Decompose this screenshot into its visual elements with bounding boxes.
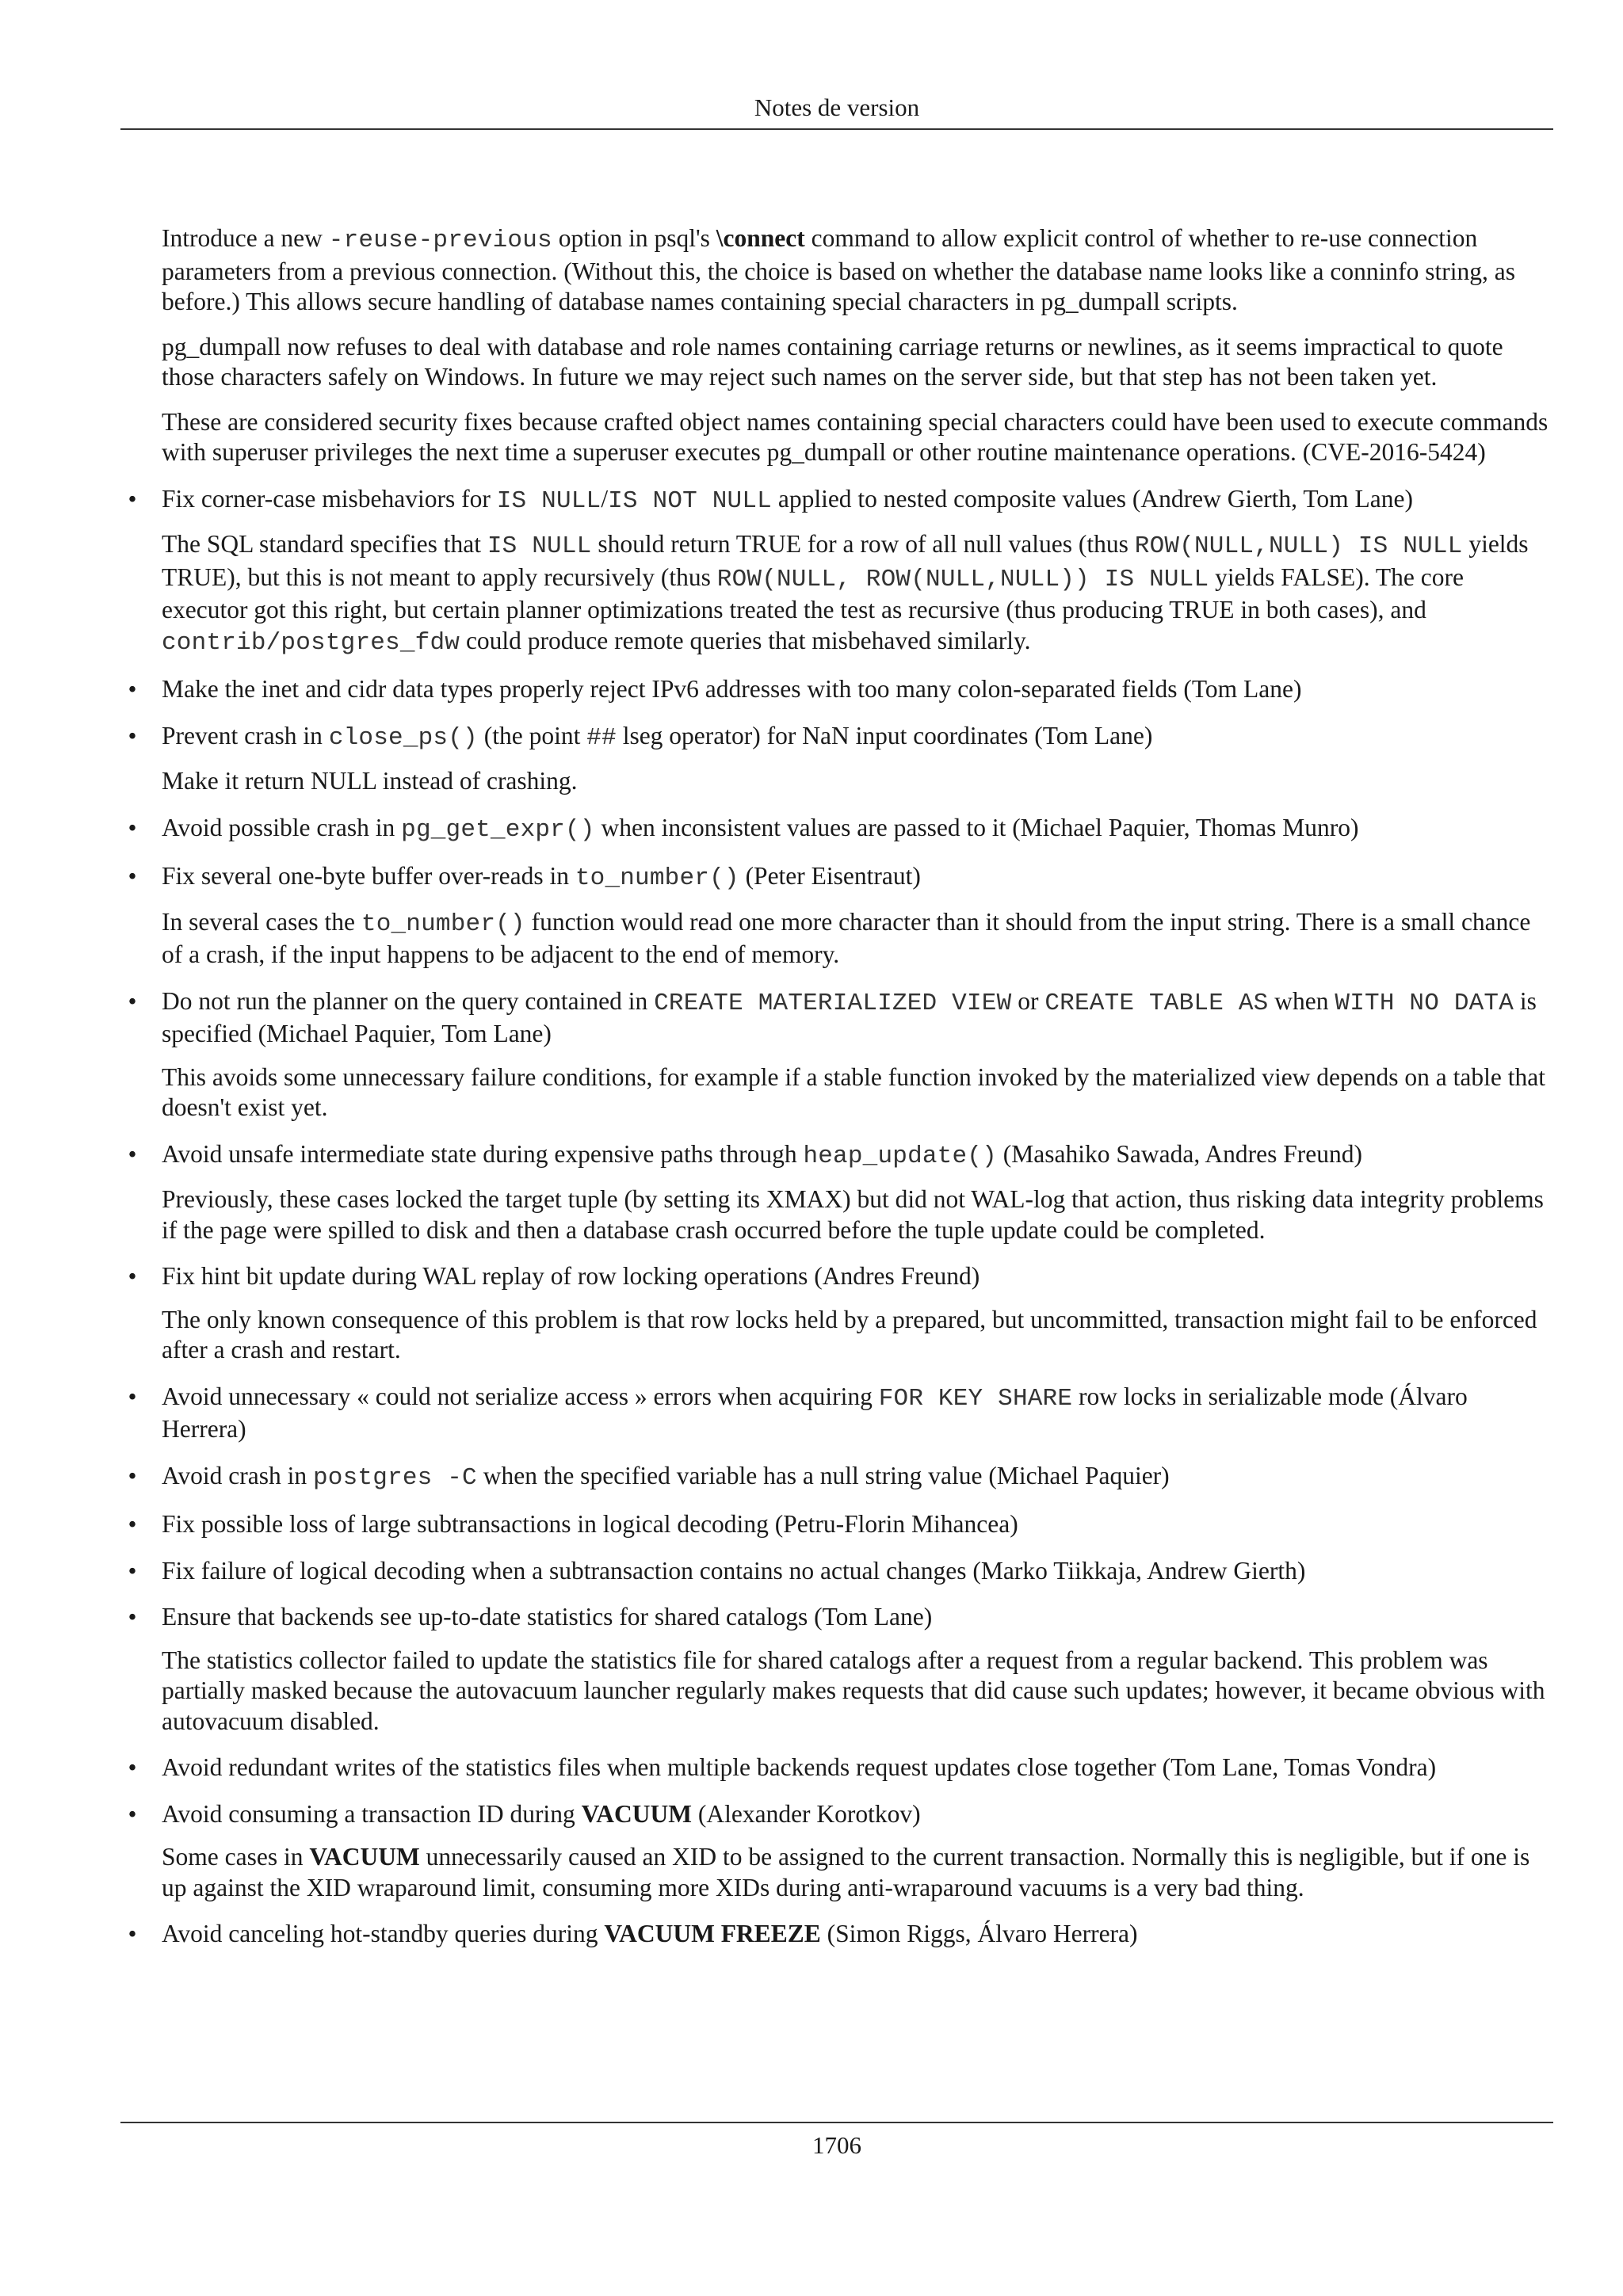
intro-paragraph-pg-dumpall: pg_dumpall now refuses to deal with database and role names containing carriage returns or newlines, as it seems impractical to quote those characters safely on Windows. In future we may reject such names on the server side, but that step has not been taken yet. <box>162 332 1503 391</box>
bullet-icon: • <box>128 1920 137 1947</box>
bullet-icon: • <box>128 675 137 703</box>
page-number: 1706 <box>812 2131 861 2159</box>
inline-code: CREATE MATERIALIZED VIEW <box>654 989 1012 1017</box>
list-item: • Fix hint bit update during WAL replay of row locking operations (Andres Freund) The only known consequence of this problem is that row locks held by a prepared, but uncommitted, transaction might fail to be enforced after a crash and restart. <box>162 1261 1553 1366</box>
list-item: • Fix failure of logical decoding when a subtransaction contains no actual changes (Marko Tiikkaja, Andrew Gierth) <box>162 1556 1553 1587</box>
item-detail: This avoids some unnecessary failure conditions, for example if a stable function invoked by the materialized view depends on a table that doesn't exist yet. <box>162 1062 1545 1121</box>
list-item: • Avoid unnecessary « could not serialize access » errors when acquiring FOR KEY SHARE row locks in serializable mode (Álvaro Herrera) <box>162 1382 1553 1445</box>
bullet-icon: • <box>128 1603 137 1630</box>
bullet-icon: • <box>128 862 137 890</box>
inline-code: IS NOT NULL <box>608 486 772 515</box>
inline-code: heap_update() <box>803 1142 997 1170</box>
running-header: Notes de version <box>754 93 920 121</box>
inline-code: -reuse-previous <box>328 227 552 254</box>
item-detail: Previously, these cases locked the target tuple (by setting its XMAX) but did not WAL-log that action, thus risking data integrity problems if the page were spilled to disk and then a database crash occurred before the tuple update could be completed. <box>162 1185 1544 1244</box>
command-name: VACUUM <box>309 1843 420 1871</box>
command-name: VACUUM <box>581 1799 692 1828</box>
list-item: • Avoid consuming a transaction ID during VACUUM (Alexander Korotkov) Some cases in VACUUM unnecessarily caused an XID to be assigned to the current transaction. Normally this is negligible, but if one is up against the XID wraparound limit, consuming more XIDs during anti-wraparound vacuums is a very bad thing. <box>162 1799 1553 1904</box>
bullet-icon: • <box>128 1262 137 1290</box>
bullet-icon: • <box>128 1799 137 1828</box>
intro-paragraph-security: These are considered security fixes because crafted object names containing special characters could have been used to execute commands with superuser privileges the next time a superuser executes pg_dumpall or other routine maintenance operations. (CVE-2016-5424) <box>162 407 1549 466</box>
inline-code: ROW(NULL,NULL) IS NULL <box>1134 532 1463 560</box>
inline-code: pg_get_expr() <box>401 815 595 844</box>
list-item: • Avoid canceling hot-standby queries during VACUUM FREEZE (Simon Riggs, Álvaro Herrera) <box>162 1919 1553 1950</box>
inline-code: IS NULL <box>496 486 601 515</box>
footer-rule <box>120 2122 1553 2123</box>
inline-code: ROW(NULL, ROW(NULL,NULL)) IS NULL <box>716 565 1209 593</box>
inline-code: to_number() <box>575 864 739 892</box>
list-item: • Fix corner-case misbehaviors for IS NULL/IS NOT NULL applied to nested composite values (Andrew Gierth, Tom Lane) The SQL standard specifies that IS NULL should return TRUE for a row of all null values (thus ROW(NULL,NULL) IS NULL yields TRUE), but this is not meant to apply recursively (thus ROW(NULL, ROW(NULL,NULL)) IS NULL yields FALSE). The core executor got this right, but certain planner optimizations treated the test as recursive (thus producing TRUE in both cases), and contrib/postgres_fdw could produce remote queries that misbehaved similarly. <box>162 484 1553 659</box>
intro-paragraph-reuse-previous: Introduce a new -reuse-previous option in psql's \connect command to allow explicit control of whether to re-use connection parameters from a previous connection. (Without this, the choice is based on whether the database name looks like a conninfo string, as before.) This allows secure handling of database names containing special characters in pg_dumpall scripts. <box>162 224 1515 315</box>
list-item: • Fix possible loss of large subtransactions in logical decoding (Petru-Florin Mihancea) <box>162 1509 1553 1540</box>
item-detail: In several cases the to_number() function would read one more character than it should from the input string. There is a small chance of a crash, if the input happens to be adjacent to the end of memory. <box>162 907 1531 968</box>
bullet-icon: • <box>128 1753 137 1781</box>
item-detail: The SQL standard specifies that IS NULL should return TRUE for a row of all null values (thus ROW(NULL,NULL) IS NULL yields TRUE), but this is not meant to apply recursively (thus ROW(NULL, ROW(NULL,NULL)) IS NULL yields FALSE). The core executor got this right, but certain planner optimizations treated the test as recursive (thus producing TRUE in both cases), and contrib/postgres_fdw could produce remote queries that misbehaved similarly. <box>162 530 1529 657</box>
inline-code: FOR KEY SHARE <box>878 1384 1073 1413</box>
item-detail: Some cases in VACUUM unnecessarily caused an XID to be assigned to the current transaction. Normally this is negligible, but if one is up against the XID wraparound limit, consuming more XIDs during anti-wraparound vacuums is a very bad thing. <box>162 1843 1530 1901</box>
list-item: • Avoid crash in postgres -C when the specified variable has a null string value (Michael Paquier) <box>162 1461 1553 1494</box>
bullet-icon: • <box>128 986 137 1015</box>
inline-code: to_number() <box>361 910 525 938</box>
bullet-icon: • <box>128 1139 137 1168</box>
list-item: • Make the inet and cidr data types properly reject IPv6 addresses with too many colon-separated fields (Tom Lane) <box>162 674 1553 705</box>
bullet-icon: • <box>128 1382 137 1410</box>
list-item: • Ensure that backends see up-to-date statistics for shared catalogs (Tom Lane) The statistics collector failed to update the statistics file for shared catalogs after a request from a regular backend. This problem was partially masked because the autovacuum launcher regularly makes requests that did cause such updates; however, it became obvious with autovacuum disabled. <box>162 1602 1553 1737</box>
inline-code: WITH NO DATA <box>1335 989 1514 1017</box>
inline-code: contrib/postgres_fdw <box>162 628 460 657</box>
bullet-icon: • <box>128 1510 137 1538</box>
inline-code: IS NULL <box>487 532 592 560</box>
item-detail: The only known consequence of this problem is that row locks held by a prepared, but uncommitted, transaction might fail to be enforced after a crash and restart. <box>162 1305 1537 1363</box>
bullet-icon: • <box>128 1461 137 1489</box>
inline-code: postgres -C <box>313 1463 477 1492</box>
inline-code: close_ps() <box>328 723 478 752</box>
list-item: • Avoid unsafe intermediate state during expensive paths through heap_update() (Masahiko Sawada, Andres Freund) Previously, these cases locked the target tuple (by setting its XMAX) but did not WAL-log that action, thus risking data integrity problems if the page were spilled to disk and then a database crash occurred before the tuple update could be completed. <box>162 1139 1553 1246</box>
item-detail: Make it return NULL instead of crashing. <box>162 767 578 795</box>
bullet-icon: • <box>128 721 137 749</box>
list-item: • Do not run the planner on the query contained in CREATE MATERIALIZED VIEW or CREATE TABLE AS when WITH NO DATA is specified (Michael Paquier, Tom Lane) This avoids some unnecessary failure conditions, for example if a stable function invoked by the materialized view depends on a table that doesn't exist yet. <box>162 986 1553 1123</box>
inline-code: CREATE TABLE AS <box>1044 989 1269 1017</box>
list-item: • Prevent crash in close_ps() (the point ## lseg operator) for NaN input coordinates (Tom Lane) Make it return NULL instead of crashing. <box>162 721 1553 797</box>
list-item: • Fix several one-byte buffer over-reads in to_number() (Peter Eisentraut) In several cases the to_number() function would read one more character than it should from the input string. There is a small chance of a crash, if the input happens to be adjacent to the end of memory. <box>162 861 1553 971</box>
command-name: \connect <box>716 224 805 252</box>
bullet-icon: • <box>128 484 137 513</box>
header-rule <box>120 128 1553 130</box>
command-name: VACUUM FREEZE <box>604 1920 821 1947</box>
bullet-icon: • <box>128 1556 137 1585</box>
list-item: • Avoid redundant writes of the statistics files when multiple backends request updates close together (Tom Lane, Tomas Vondra) <box>162 1753 1553 1783</box>
bullet-icon: • <box>128 813 137 841</box>
item-detail: The statistics collector failed to update the statistics file for shared catalogs after a request from a regular backend. This problem was partially masked because the autovacuum launcher regularly makes requests that did cause such updates; however, it became obvious with autovacuum disabled. <box>162 1646 1545 1735</box>
inline-code: ## <box>586 723 617 752</box>
list-item: • Avoid possible crash in pg_get_expr() when inconsistent values are passed to it (Michael Paquier, Thomas Munro) <box>162 813 1553 846</box>
page-content <box>128 223 1553 1966</box>
